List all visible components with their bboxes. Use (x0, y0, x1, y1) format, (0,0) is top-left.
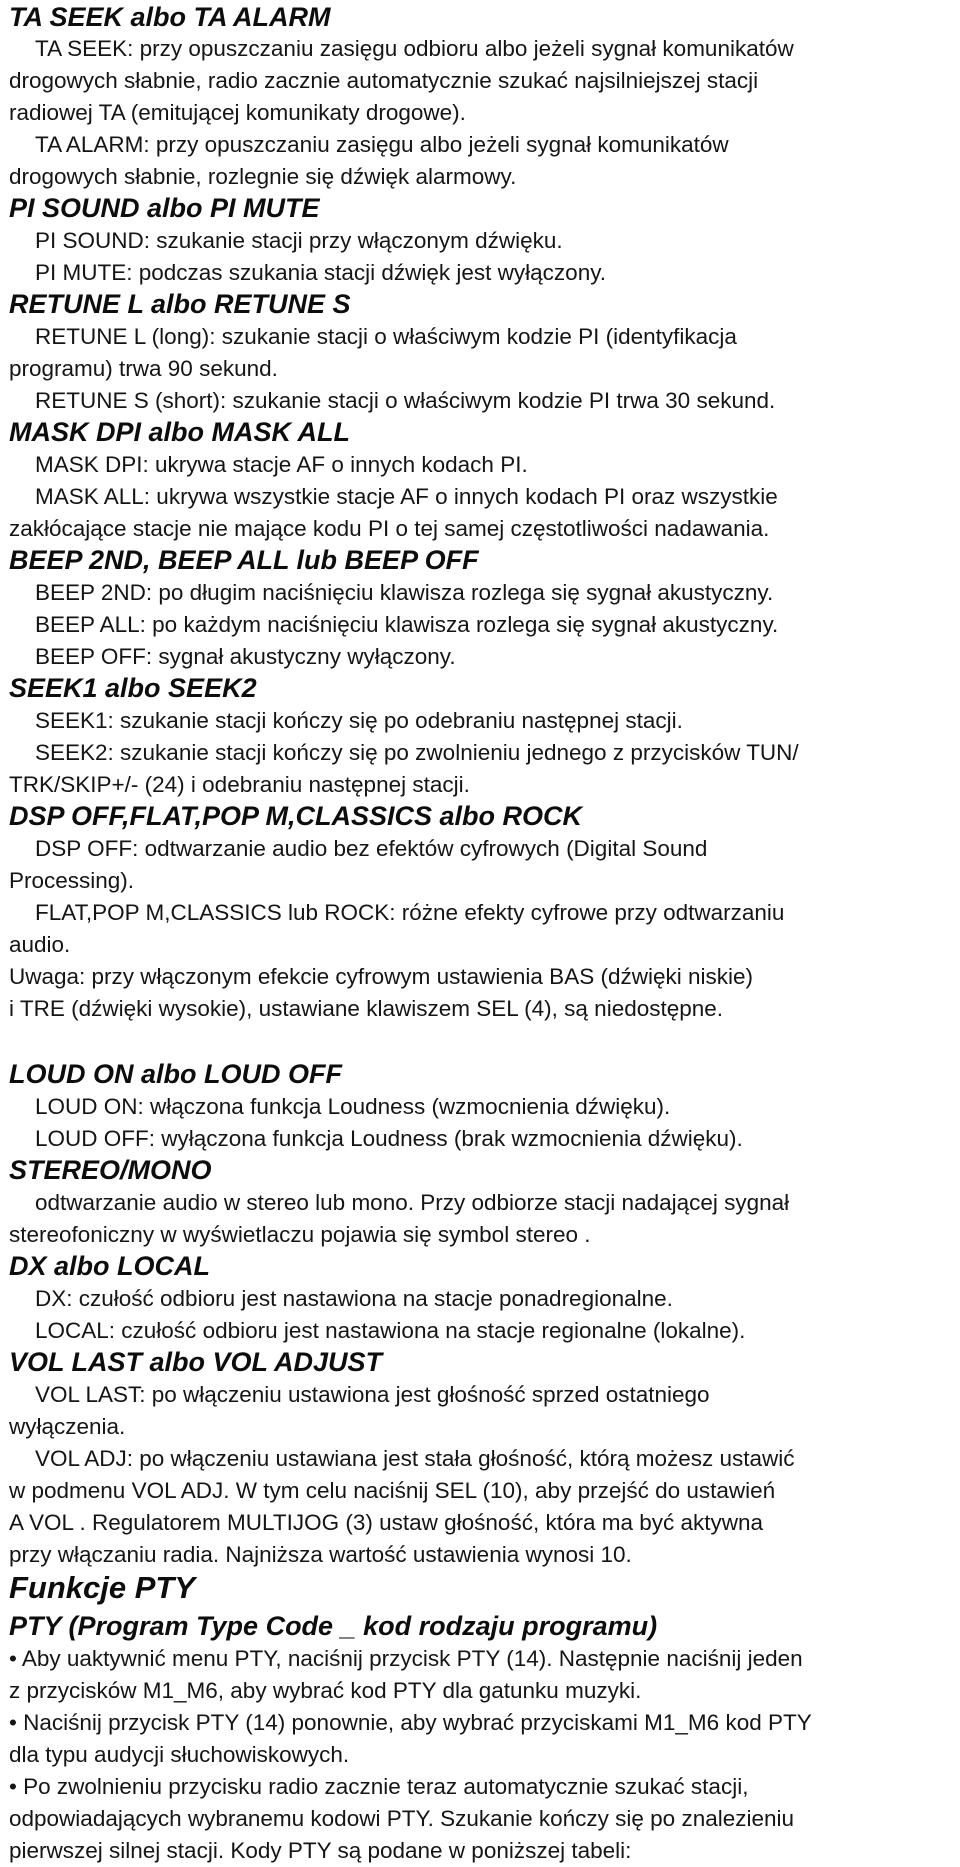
paragraph-beep-2nd: BEEP 2ND: po długim naciśnięciu klawisza rozlega się sygnał akustyczny. (35, 580, 774, 605)
paragraph-stereo: stereofoniczny w wyświetlaczu pojawia się symbol stereo . (9, 1222, 591, 1247)
paragraph-ta-alarm: TA ALARM: przy opuszczaniu zasięgu albo jeżeli sygnał komunikatów (35, 132, 729, 157)
paragraph-seek2: TRK/SKIP+/- (24) i odebraniu następnej stacji. (9, 772, 470, 797)
paragraph-dsp-flat: FLAT,POP M,CLASSICS lub ROCK: różne efekty cyfrowe przy odtwarzaniu (35, 900, 785, 925)
heading-stereo: STEREO/MONO (9, 1155, 212, 1185)
paragraph-vol-adj: przy włączaniu radia. Najniższa wartość ustawienia wynosi 10. (9, 1542, 632, 1567)
bullet-pty-3: odpowiadających wybranemu kodowi PTY. Szukanie kończy się po znalezieniu (9, 1806, 795, 1831)
paragraph-vol-adj: A VOL . Regulatorem MULTIJOG (3) ustaw głośność, która ma być aktywna (9, 1510, 764, 1535)
paragraph-ta-seek: TA SEEK: przy opuszczaniu zasięgu odbioru albo jeżeli sygnał komunikatów (35, 36, 794, 61)
heading-ta: TA SEEK albo TA ALARM (9, 2, 331, 32)
paragraph-mask-all: MASK ALL: ukrywa wszystkie stacje AF o innych kodach PI oraz wszystkie (35, 484, 778, 509)
paragraph-local: LOCAL: czułość odbioru jest nastawiona na stacje regionalne (lokalne). (35, 1318, 746, 1343)
heading-loud: LOUD ON albo LOUD OFF (9, 1059, 342, 1089)
heading-pi: PI SOUND albo PI MUTE (9, 193, 320, 223)
paragraph-pi-sound: PI SOUND: szukanie stacji przy włączonym dźwięku. (35, 228, 563, 253)
paragraph-dsp-off: Processing). (9, 868, 135, 893)
paragraph-dsp-flat: audio. (9, 932, 71, 957)
heading-mask: MASK DPI albo MASK ALL (9, 417, 350, 447)
paragraph-loud-on: LOUD ON: włączona funkcja Loudness (wzmocnienia dźwięku). (35, 1094, 671, 1119)
paragraph-vol-adj: w podmenu VOL ADJ. W tym celu naciśnij SEL (10), aby przejść do ustawień (9, 1478, 776, 1503)
paragraph-vol-last: VOL LAST: po włączeniu ustawiona jest głośność sprzed ostatniego (35, 1382, 710, 1407)
paragraph-dsp-note: Uwaga: przy włączonym efekcie cyfrowym ustawienia BAS (dźwięki niskie) (9, 964, 753, 989)
paragraph-dsp-off: DSP OFF: odtwarzanie audio bez efektów cyfrowych (Digital Sound (35, 836, 708, 861)
paragraph-ta-seek: drogowych słabnie, radio zacznie automatycznie szukać najsilniejszej stacji (9, 68, 759, 93)
heading-pty-title: Funkcje PTY (9, 1570, 196, 1605)
bullet-pty-2: • Naciśnij przycisk PTY (14) ponownie, aby wybrać przyciskami M1_M6 kod PTY (9, 1710, 812, 1735)
paragraph-ta-alarm: drogowych słabnie, rozlegnie się dźwięk alarmowy. (9, 164, 517, 189)
paragraph-beep-off: BEEP OFF: sygnał akustyczny wyłączony. (35, 644, 456, 669)
heading-pty: PTY (Program Type Code _ kod rodzaju programu) (9, 1611, 658, 1641)
paragraph-seek1: SEEK1: szukanie stacji kończy się po odebraniu następnej stacji. (35, 708, 683, 733)
bullet-pty-1: • Aby uaktywnić menu PTY, naciśnij przycisk PTY (14). Następnie naciśnij jeden (9, 1646, 803, 1671)
paragraph-pi-mute: PI MUTE: podczas szukania stacji dźwięk jest wyłączony. (35, 260, 607, 285)
heading-dsp: DSP OFF,FLAT,POP M,CLASSICS albo ROCK (9, 801, 583, 831)
paragraph-stereo: odtwarzanie audio w stereo lub mono. Przy odbiorze stacji nadającej sygnał (35, 1190, 790, 1215)
paragraph-retune-l: programu) trwa 90 sekund. (9, 356, 278, 381)
heading-seek: SEEK1 albo SEEK2 (9, 673, 257, 703)
paragraph-vol-adj: VOL ADJ: po włączeniu ustawiana jest stała głośność, którą możesz ustawić (35, 1446, 795, 1471)
paragraph-vol-last: wyłączenia. (9, 1414, 126, 1439)
heading-beep: BEEP 2ND, BEEP ALL lub BEEP OFF (9, 545, 479, 575)
bullet-pty-1: z przycisków M1_M6, aby wybrać kod PTY dla gatunku muzyki. (9, 1678, 642, 1703)
paragraph-dx: DX: czułość odbioru jest nastawiona na stacje ponadregionalne. (35, 1286, 673, 1311)
heading-vol: VOL LAST albo VOL ADJUST (9, 1347, 383, 1377)
paragraph-retune-s: RETUNE S (short): szukanie stacji o właściwym kodzie PI trwa 30 sekund. (35, 388, 776, 413)
heading-retune: RETUNE L albo RETUNE S (9, 289, 351, 319)
paragraph-mask-all: zakłócające stacje nie mające kodu PI o tej samej częstotliwości nadawania. (9, 516, 770, 541)
paragraph-mask-dpi: MASK DPI: ukrywa stacje AF o innych kodach PI. (35, 452, 528, 477)
heading-dx: DX albo LOCAL (9, 1251, 210, 1281)
bullet-pty-3: pierwszej silnej stacji. Kody PTY są podane w poniższej tabeli: (9, 1838, 632, 1863)
bullet-pty-3: • Po zwolnieniu przycisku radio zacznie teraz automatycznie szukać stacji, (9, 1774, 749, 1799)
paragraph-ta-seek: radiowej TA (emitującej komunikaty drogowe). (9, 100, 466, 125)
paragraph-retune-l: RETUNE L (long): szukanie stacji o właściwym kodzie PI (identyfikacja (35, 324, 737, 349)
paragraph-beep-all: BEEP ALL: po każdym naciśnięciu klawisza rozlega się sygnał akustyczny. (35, 612, 779, 637)
bullet-pty-2: dla typu audycji słuchowiskowych. (9, 1742, 350, 1767)
paragraph-dsp-note: i TRE (dźwięki wysokie), ustawiane klawiszem SEL (4), są niedostępne. (9, 996, 724, 1021)
paragraph-seek2: SEEK2: szukanie stacji kończy się po zwolnieniu jednego z przycisków TUN/ (35, 740, 799, 765)
paragraph-loud-off: LOUD OFF: wyłączona funkcja Loudness (brak wzmocnienia dźwięku). (35, 1126, 743, 1151)
